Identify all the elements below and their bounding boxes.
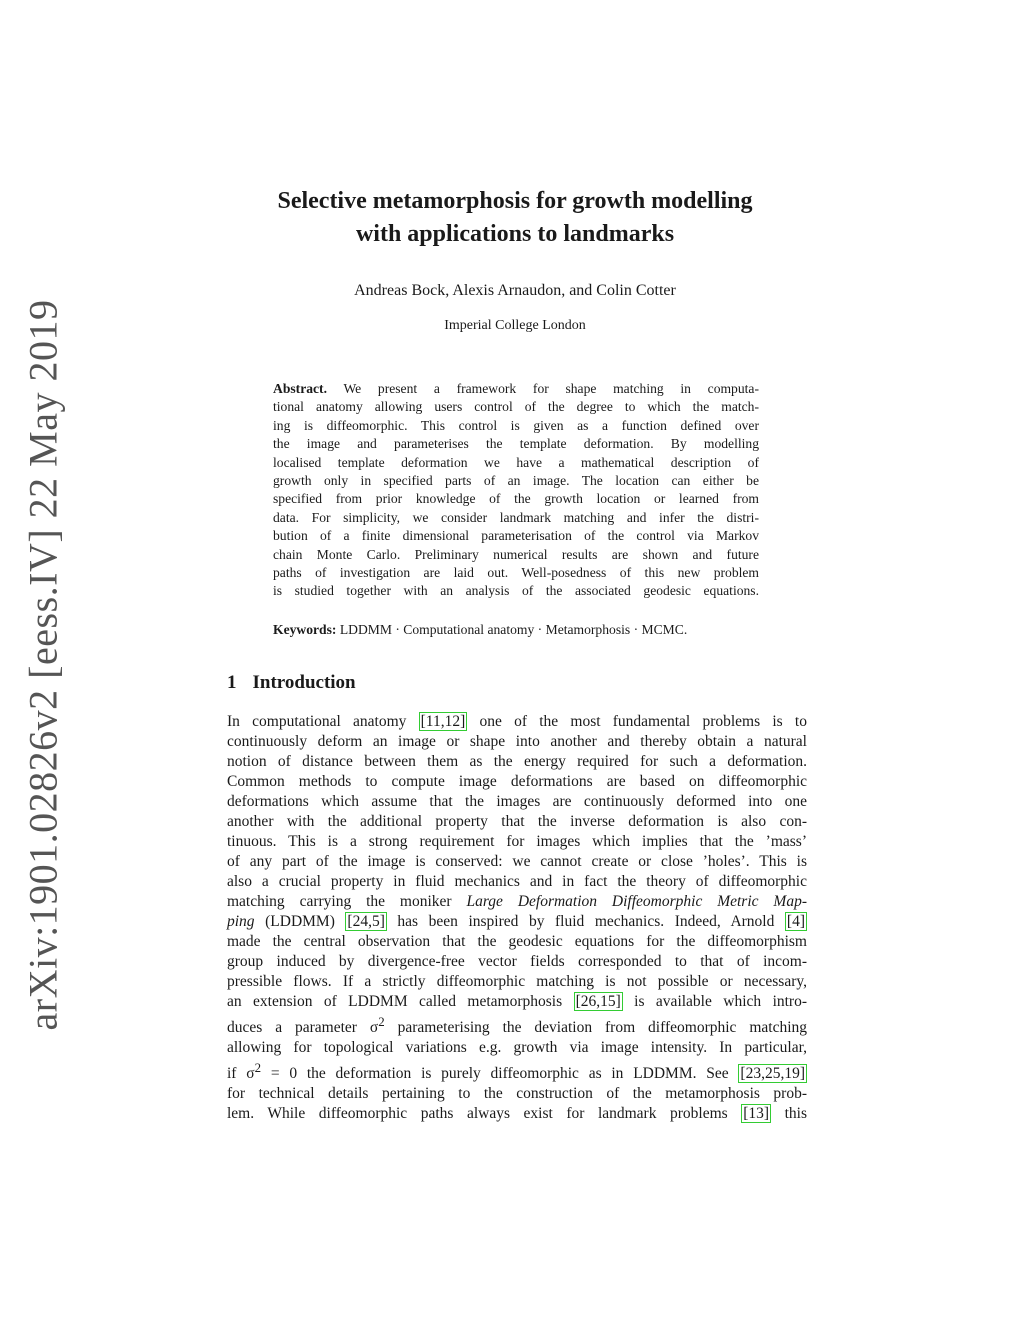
citation-link[interactable]: [11,12] [420,713,466,730]
text: lem. While diffeomorphic paths always exist for landmark problems [227,1105,742,1123]
body-line: notion of distance between them as the energy required for such a deformation. [227,753,807,770]
abstract-line: chain Monte Carlo. Preliminary numerical results are shown and future [273,546,759,562]
title-line-2: with applications to landmarks [355,221,675,247]
keywords [273,622,793,638]
keywords-label: Keywords: [273,622,337,637]
abstract-line: specified from prior knowledge of the growth location or learned from [273,491,759,507]
arxiv-sidebar-stamp [18,299,68,1031]
section-number: 1 [227,672,237,693]
citation-link[interactable]: [23,25,19] [740,1065,805,1083]
abstract-line: localised template deformation we have a mathematical description of [273,454,759,470]
text: one of the most fundamental problems is to [467,713,807,730]
introduction-paragraph [227,712,807,1124]
text: matching carrying the moniker [227,893,467,910]
citation-link[interactable]: [24,5] [347,913,385,930]
text: parameterising the deviation from diffeomorphic matching [384,1019,807,1037]
text: (LDDMM) [254,913,346,930]
body-line: pressible flows. If a strictly diffeomorphic matching is not possible or necessary, [227,973,807,990]
superscript: 2 [254,1060,262,1076]
citation-link[interactable]: [4] [786,913,805,930]
abstract [273,380,759,601]
text: is available which intro- [622,993,808,1010]
section-title: Introduction [252,672,356,693]
affiliation: Imperial College London [444,318,586,333]
superscript: 2 [378,1014,385,1029]
abstract-line: data. For simplicity, we consider landmark matching and infer the distri- [273,509,759,525]
text: an extension of LDDMM called metamorphosis [227,993,574,1010]
body-line: tinuous. This is a strong requirement for images which implies that the ’mass’ [227,833,807,850]
text: has been inspired by fluid mechanics. Indeed, Arnold [386,913,785,930]
italic-term: Large Deformation Diffeomorphic Metric Map- [466,893,807,910]
citation-link[interactable]: [13] [743,1105,770,1123]
body-line: made the central observation that the geodesic equations for the diffeomorphism [227,933,807,950]
abstract-line: tional anatomy allowing users control of the degree to which the match- [273,399,759,415]
abstract-line: growth only in specified parts of an image. The location can either be [273,473,759,489]
body-line: for technical details pertaining to the construction of the metamorphosis prob- [227,1085,807,1103]
abstract-line: We present a framework for shape matching in computa- [343,381,759,396]
paper-title [200,185,830,251]
body-line: continuously deform an image or shape into another and thereby obtain a natural [227,733,807,750]
body-line: also a crucial property in fluid mechanics and in fact the theory of diffeomorphic [227,873,807,890]
title-line-1: Selective metamorphosis for growth modelling [277,188,753,214]
body-line: allowing for topological variations e.g. growth via image intensity. In particular, [227,1039,807,1057]
body-line: Common methods to compute image deformations are based on diffeomorphic [227,773,807,790]
text: if σ [227,1065,255,1083]
text: duces a parameter σ [227,1019,379,1037]
abstract-line: is studied together with an analysis of the associated geodesic equations. [273,583,759,599]
arxiv-identifier: arXiv:1901.02826v2 [eess.IV] 22 May 2019 [20,299,66,1031]
author-list: Andreas Bock, Alexis Arnaudon, and Colin Cotter [354,282,676,299]
body-line: another with the additional property that the inverse deformation is also con- [227,813,807,830]
keywords-text: LDDMM · Computational anatomy · Metamorphosis · MCMC. [339,622,688,637]
text: In computational anatomy [227,713,419,730]
body-line: deformations which assume that the images are continuously deformed into one [227,793,807,810]
text: this [771,1105,807,1123]
abstract-label: Abstract. [273,381,327,396]
body-line: group induced by divergence-free vector fields corresponded to that of incom- [227,953,807,970]
citation-link[interactable]: [26,15] [575,993,621,1010]
text: = 0 the deformation is purely diffeomorphic as in LDDMM. See [261,1065,739,1083]
italic-term: ping [227,913,255,930]
section-heading [227,672,356,694]
abstract-line: the image and parameterises the template deformation. By modelling [273,436,759,452]
abstract-line: bution of a finite dimensional parameterisation of the control via Markov [273,528,759,544]
abstract-line: paths of investigation are laid out. Well-posedness of this new problem [273,565,759,581]
body-line: of any part of the image is conserved: we cannot create or close ’holes’. This is [227,853,807,870]
abstract-line: ing is diffeomorphic. This control is given as a function defined over [273,417,759,433]
